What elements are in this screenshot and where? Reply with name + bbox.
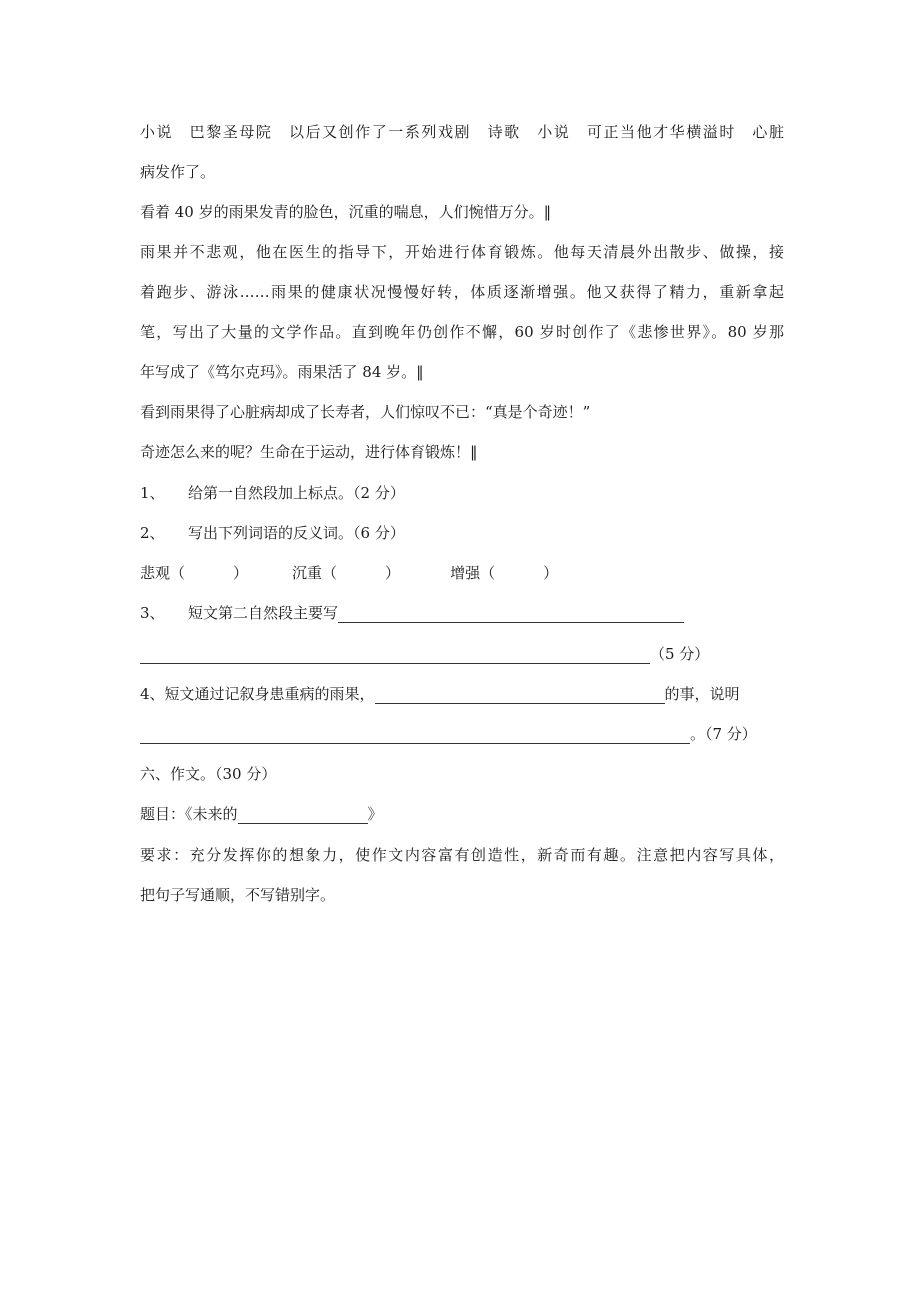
question-3-score: （5 分）	[650, 645, 710, 663]
composition-requirement-line2: 把句子写通顺，不写错别字。	[140, 886, 336, 904]
passage-para3-line2: 着跑步、游泳……雨果的健康状况慢慢好转，体质逐渐增强。他又获得了精力，重新拿起	[140, 283, 784, 301]
question-1-text: 给第一自然段加上标点。（2 分）	[188, 484, 405, 502]
question-3-continued	[140, 644, 709, 664]
question-3-text: 短文第二自然段主要写	[188, 604, 339, 622]
question-4-answer-line-2[interactable]	[140, 727, 690, 744]
question-4-text-b: 的事，说明	[664, 685, 740, 703]
passage-para1-line1: 小说 巴黎圣母院 以后又创作了一系列戏剧 诗歌 小说 可正当他才华横溢时 心脏	[140, 123, 784, 141]
question-4-continued	[140, 724, 757, 744]
question-4	[140, 684, 740, 704]
passage-para2: 看着 40 岁的雨果发青的脸色，沉重的喘息，人们惋惜万分。‖	[140, 203, 552, 221]
question-3	[140, 603, 684, 623]
composition-title-suffix: 》	[367, 805, 383, 823]
passage-para3-line3: 笔，写出了大量的文学作品。直到晚年仍创作不懈，60 岁时创作了《悲惨世界》。80 岁那	[140, 323, 784, 341]
question-3-answer-line-1[interactable]	[338, 606, 684, 623]
question-4-text-a: 4、短文通过记叙身患重病的雨果，	[140, 685, 375, 703]
antonym-close-3: ）	[543, 564, 559, 582]
question-3-number: 3、	[140, 604, 165, 622]
question-1	[140, 483, 405, 503]
question-2	[140, 523, 405, 543]
passage-para3-line1: 雨果并不悲观，他在医生的指导下，开始进行体育锻炼。他每天清晨外出散步、做操，接	[140, 243, 784, 261]
passage-para3-line4: 年写成了《笃尔克玛》。雨果活了 84 岁。‖	[140, 363, 424, 381]
question-2-number: 2、	[140, 524, 165, 542]
antonym-word-3: 增强（	[450, 564, 496, 582]
antonym-close-2: ）	[385, 564, 401, 582]
composition-title-prefix: 题目：《未来的	[140, 805, 238, 823]
composition-title	[140, 804, 383, 824]
antonym-close-1: ）	[233, 564, 249, 582]
question-1-number: 1、	[140, 484, 165, 502]
passage-para5: 奇迹怎么来的呢？生命在于运动，进行体育锻炼！‖	[140, 443, 478, 461]
composition-heading: 六、作文。（30 分）	[140, 765, 277, 783]
composition-requirement-line1: 要求：充分发挥你的想象力，使作文内容富有创造性，新奇而有趣。注意把内容写具体，	[140, 846, 784, 864]
question-4-answer-line-1[interactable]	[375, 687, 665, 704]
passage-para1-line2: 病发作了。	[140, 163, 216, 181]
antonym-word-2: 沉重（	[292, 564, 338, 582]
question-3-answer-line-2[interactable]	[140, 647, 650, 664]
question-2-text: 写出下列词语的反义词。（6 分）	[188, 524, 405, 542]
antonym-word-1: 悲观（	[140, 564, 186, 582]
question-2-words	[140, 563, 558, 583]
composition-title-blank[interactable]	[238, 807, 368, 824]
question-4-end: 。（7 分）	[690, 725, 757, 743]
passage-para4: 看到雨果得了心脏病却成了长寿者，人们惊叹不已：“真是个奇迹！”	[140, 403, 591, 421]
